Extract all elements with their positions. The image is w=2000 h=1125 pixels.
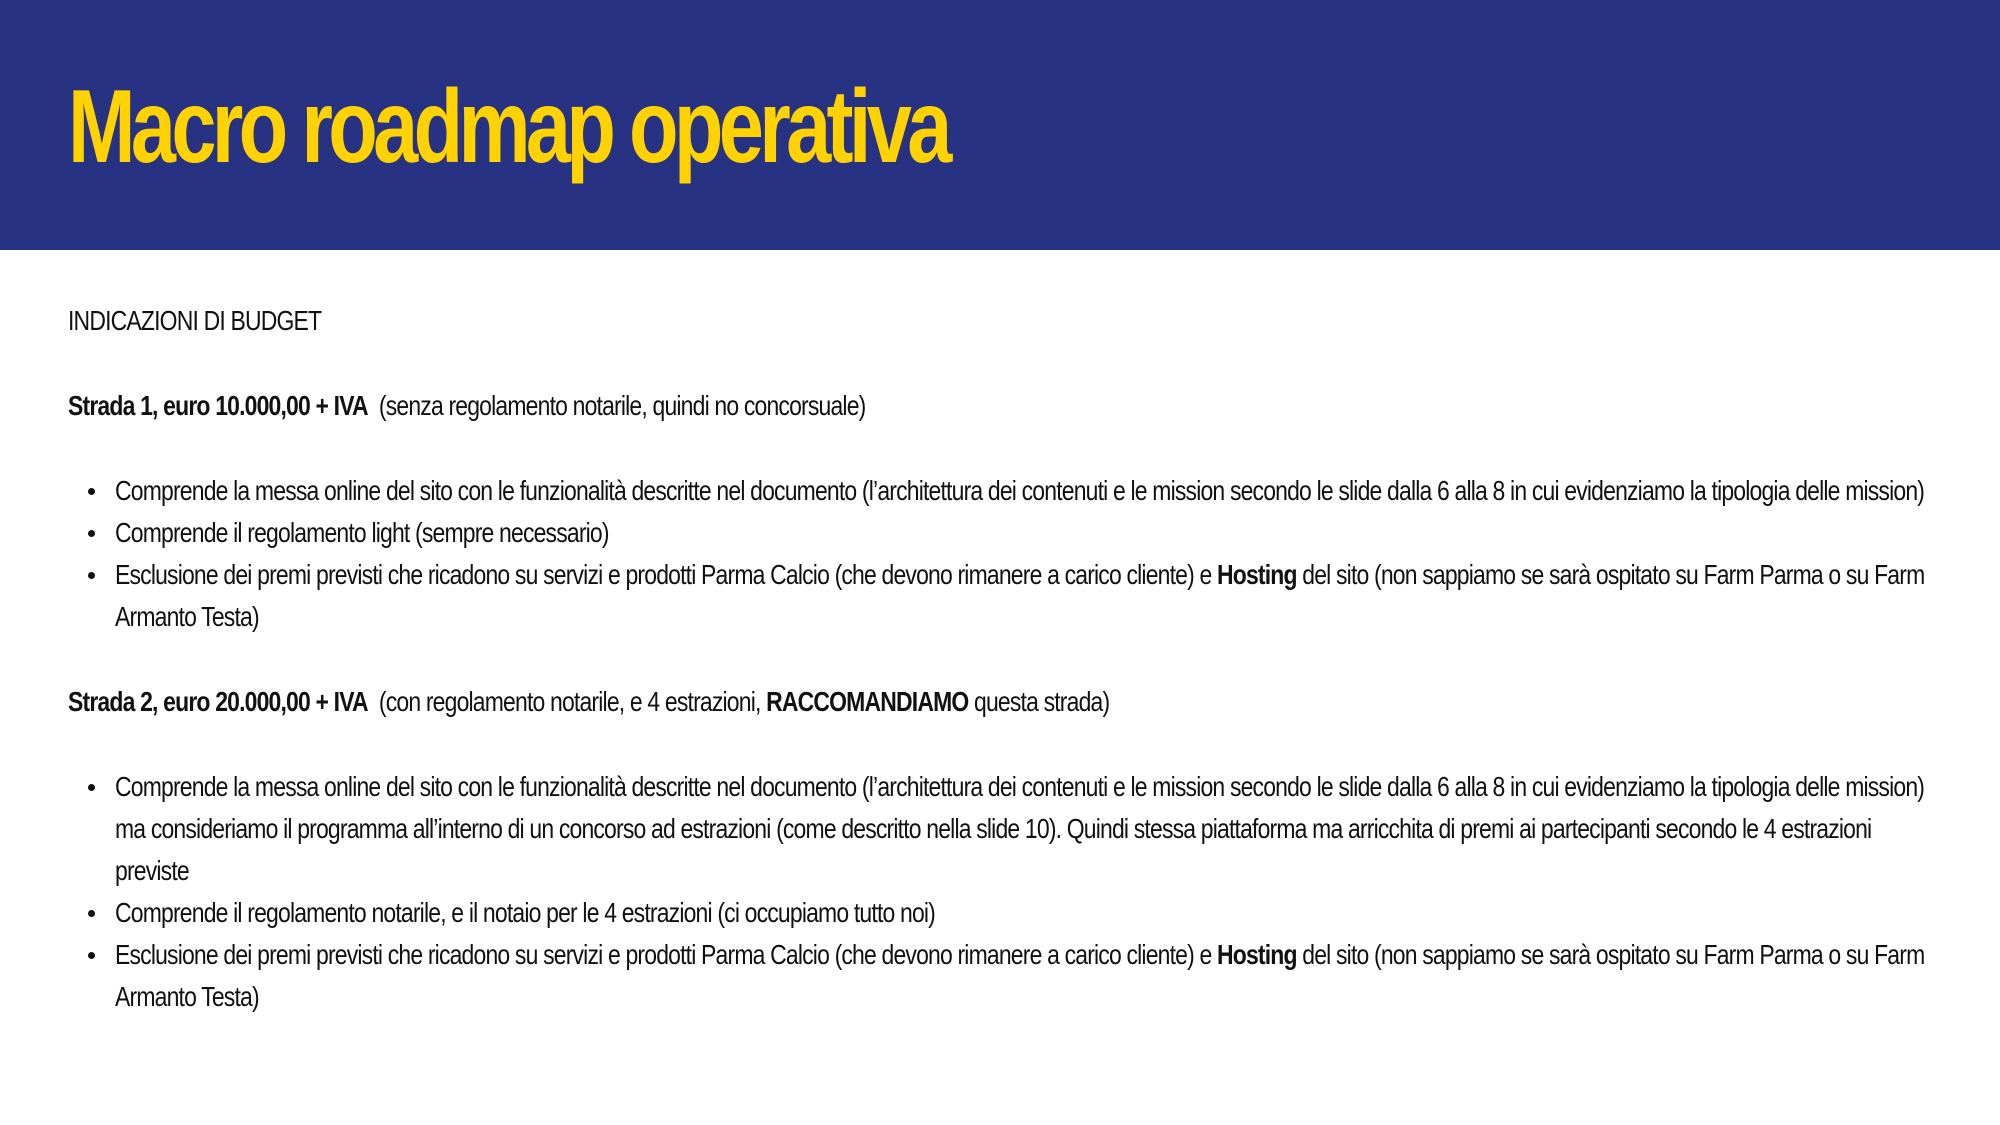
list-item <box>68 554 1948 638</box>
section-label: INDICAZIONI DI BUDGET <box>68 305 322 336</box>
strada-1-list <box>68 470 1948 638</box>
page-title: Macro roadmap operativa <box>68 69 948 185</box>
bullet-dot-icon <box>88 530 95 537</box>
strada-1-heading <box>68 385 1610 427</box>
list-item-text-start: Esclusione dei premi previsti che ricadono su servizi e prodotti Parma Calcio (che devono rimanere a carico cliente) e <box>115 939 1217 970</box>
list-item-text: Comprende il regolamento light (sempre necessario) <box>115 517 609 548</box>
list-item <box>68 766 1948 892</box>
list-item <box>68 470 1948 512</box>
bullet-dot-icon <box>88 952 95 959</box>
bullet-dot-icon <box>88 910 95 917</box>
hosting-emphasis: Hosting <box>1216 939 1297 970</box>
list-item-text-end: del sito (non sappiamo se sarà ospitato su Farm Parma o su Farm Armanto Testa) <box>115 559 1925 632</box>
strada-1-note: (senza regolamento notarile, quindi no concorsuale) <box>378 390 866 421</box>
bullet-dot-icon <box>88 572 95 579</box>
bullet-dot-icon <box>88 488 95 495</box>
bullet-dot-icon <box>88 784 95 791</box>
list-item <box>68 512 1948 554</box>
list-item-text: Comprende la messa online del sito con le funzionalità descritte nel documento (l’architettura dei contenuti e le mission secondo le slide dalla 6 alla 8 in cui evidenziamo la tipologia delle mission) <box>115 475 1925 506</box>
strada-2-note-end: questa strada) <box>968 686 1110 717</box>
strada-1-title: Strada 1, euro 10.000,00 + IVA <box>68 390 368 421</box>
list-item-text-start: Esclusione dei premi previsti che ricadono su servizi e prodotti Parma Calcio (che devono rimanere a carico cliente) e <box>115 559 1217 590</box>
list-item-text: Comprende la messa online del sito con le funzionalità descritte nel documento (l’architettura dei contenuti e le mission secondo le slide dalla 6 alla 8 in cui evidenziamo la tipologia delle mission) ma consideriamo il programma all’interno di un concorso ad estrazioni (come descritto nella slide 10). Quindi stessa piattaforma ma arricchita di premi ai partecipanti secondo le 4 estrazioni previste <box>115 771 1925 886</box>
hosting-emphasis: Hosting <box>1216 559 1297 590</box>
list-item-text <box>115 554 1935 638</box>
strada-2-list <box>68 766 1948 1018</box>
recommend-emphasis: RACCOMANDIAMO <box>766 686 969 717</box>
strada-2-note-start: (con regolamento notarile, e 4 estrazioni, <box>378 686 767 717</box>
strada-2-heading <box>68 681 1610 723</box>
list-item-text <box>115 934 1935 1018</box>
strada-2-title: Strada 2, euro 20.000,00 + IVA <box>68 686 368 717</box>
list-item-text: Comprende il regolamento notarile, e il notaio per le 4 estrazioni (ci occupiamo tutto noi) <box>115 897 936 928</box>
header-banner <box>0 0 2000 250</box>
slide-content <box>68 300 1948 1061</box>
list-item <box>68 892 1948 934</box>
list-item <box>68 934 1948 1018</box>
list-item-text-end: del sito (non sappiamo se sarà ospitato su Farm Parma o su Farm Armanto Testa) <box>115 939 1925 1012</box>
